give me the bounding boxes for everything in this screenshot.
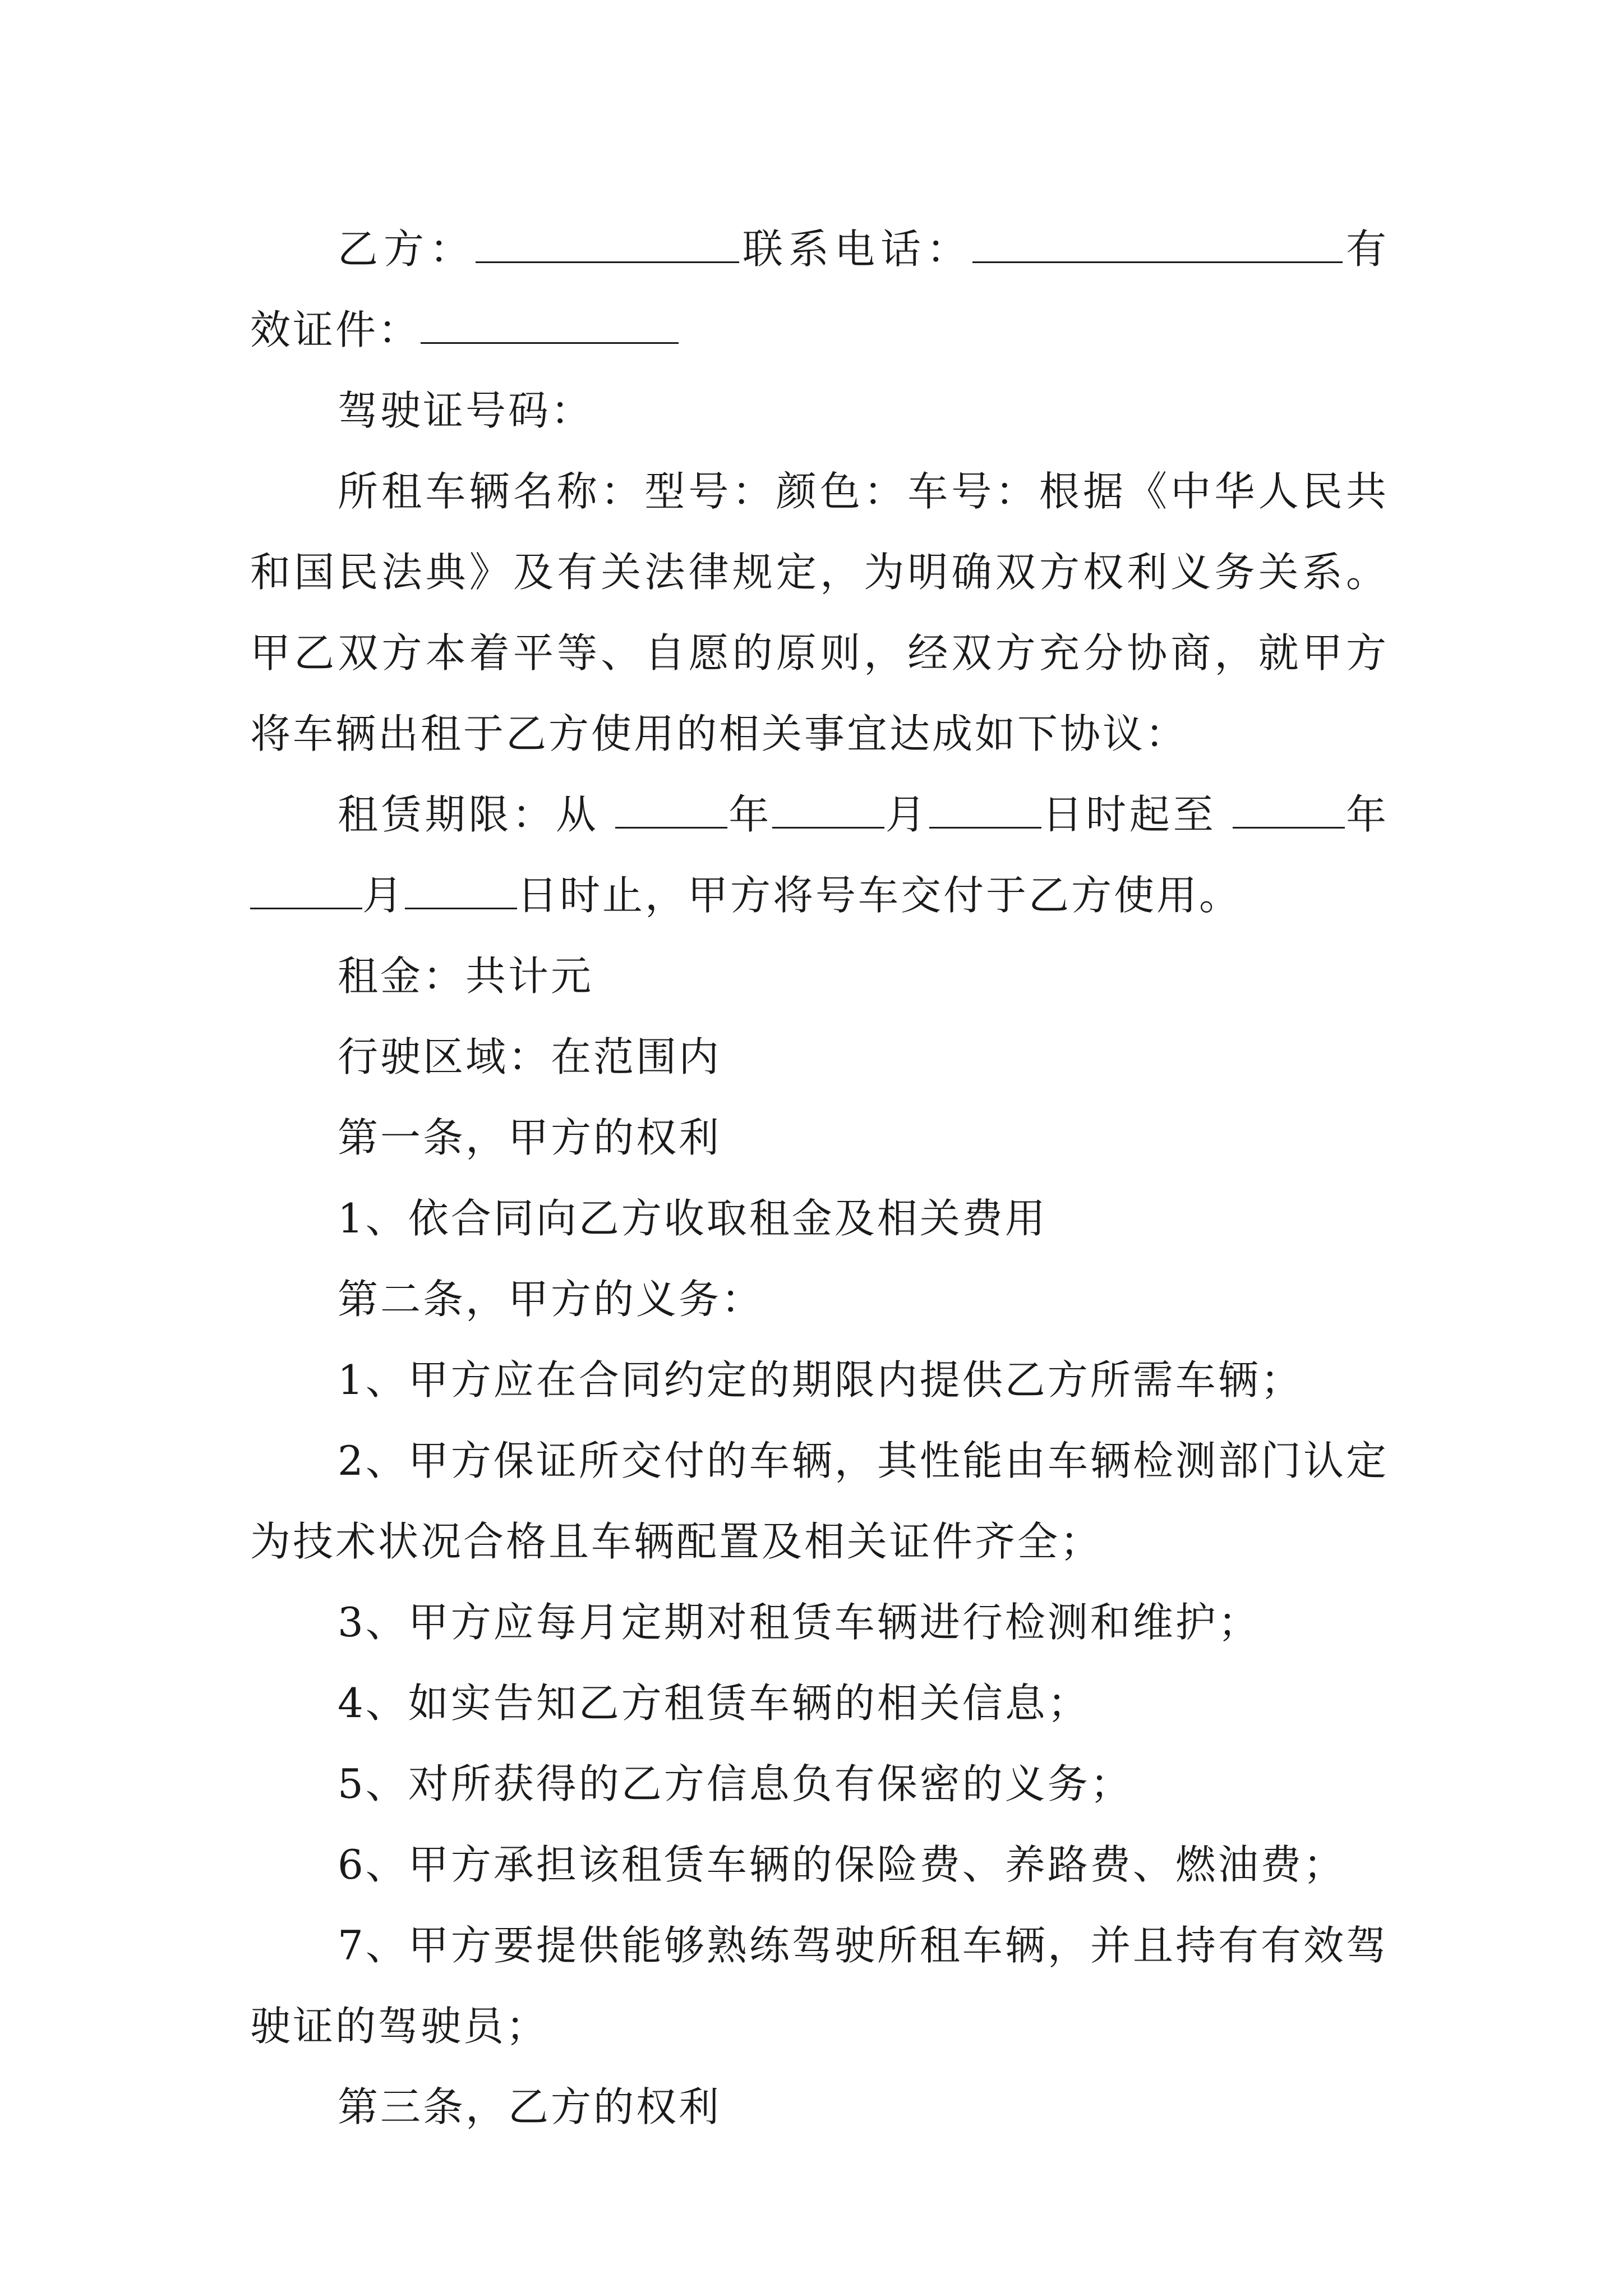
license-number-line: 驾驶证号码：	[338, 387, 594, 434]
document-body	[250, 209, 1389, 2147]
party-b-line	[250, 209, 1389, 370]
month2-blank-a	[250, 876, 362, 909]
vehicle-intro-paragraph: 所租车辆名称：型号：颜色：车号：根据《中华人民共和国民法典》及有关法律规定，为明确双方权利义务关系。甲乙双方本着平等、自愿的原则，经双方充分协商，就甲方将车辆出租于乙方使用的相关事宜达成如下协议：	[250, 468, 1389, 757]
party-b-blank	[476, 230, 739, 263]
lease-term-suffix: 日时止，甲方将号车交付于乙方使用。	[517, 872, 1242, 919]
party-b-label: 乙方：	[338, 226, 476, 273]
phone-label: 联系电话：	[739, 226, 972, 273]
id-label-part1: 有	[1342, 226, 1389, 273]
article2-item: 6、甲方承担该租赁车辆的保险费、养路费、燃油费；	[338, 1841, 1346, 1888]
article1-item: 1、依合同向乙方收取租金及相关费用	[338, 1195, 1048, 1242]
year1-blank	[615, 795, 727, 829]
year2-blank	[1233, 795, 1345, 829]
lease-term-prefix: 租赁期限：从	[338, 791, 616, 838]
article2-item: 4、如实告知乙方租赁车辆的相关信息；	[338, 1680, 1090, 1727]
month1-blank	[772, 795, 884, 829]
lease-term-line	[250, 774, 1389, 936]
day1-label: 日时起至	[1041, 791, 1233, 838]
article2-item: 2、甲方保证所交付的车辆，其性能由车辆检测部门认定为技术状况合格且车辆配置及相关证件齐全；	[250, 1437, 1389, 1565]
rent-line: 租金：共计元	[338, 953, 594, 1000]
year2-label: 年	[1345, 791, 1389, 838]
id-blank	[421, 311, 679, 344]
article2-title: 第二条，甲方的义务：	[338, 1276, 764, 1323]
area-line: 行驶区域：在范围内	[338, 1033, 722, 1080]
article2-item: 5、对所获得的乙方信息负有保密的义务；	[338, 1760, 1133, 1807]
day2-blank	[405, 876, 517, 909]
month1-label: 月	[884, 791, 929, 838]
article2-item: 7、甲方要提供能够熟练驾驶所租车辆，并且持有有效驾驶证的驾驶员；	[250, 1922, 1389, 2050]
article2-item: 1、甲方应在合同约定的期限内提供乙方所需车辆；	[338, 1356, 1303, 1404]
day1-blank	[929, 795, 1041, 829]
month2-label: 月	[362, 872, 405, 919]
year1-label: 年	[727, 791, 772, 838]
article2-item: 3、甲方应每月定期对租赁车辆进行检测和维护；	[338, 1599, 1261, 1646]
article1-title: 第一条，甲方的权利	[338, 1114, 722, 1161]
phone-blank	[972, 230, 1343, 263]
article3-title: 第三条，乙方的权利	[338, 2083, 722, 2131]
id-label-part2: 效证件：	[250, 306, 421, 353]
